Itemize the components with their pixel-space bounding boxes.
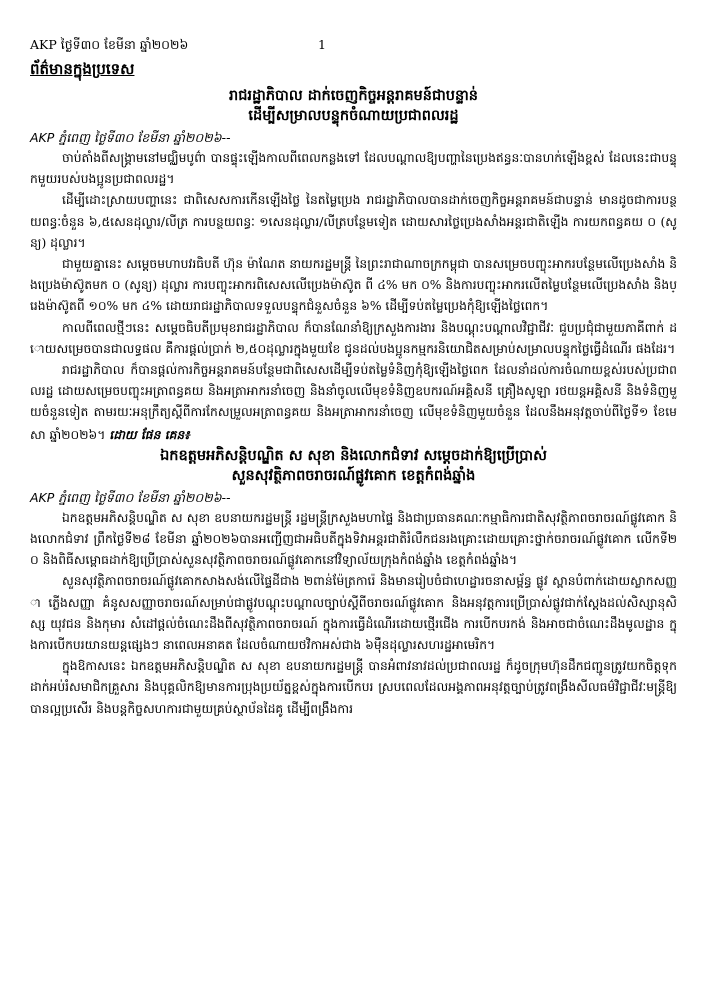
article-2-dateline: AKP ភ្នំពេញ ថ្ងៃទី៣០ ខែមីនា ឆ្នាំ២០២៦--	[30, 489, 231, 505]
article-2	[30, 446, 677, 720]
article-2-paragraph-3: ក្នុងឱកាសនេះ ឯកឧត្តមអភិសន្តិបណ្ឌិត ស សុខា ឧបនាយករដ្ឋមន្ត្រី បានអំពាវនាវដល់ប្រជាពលរដ្ឋ ក៏ដូចក្រុមហ៊ុនដឹកជញ្ជូនត្រូវយកចិត្តទុកដាក់អប់រំសមាជិកគ្រួសារ និងបុគ្គលិកឱ្យមានការប្រុងប្រយ័ត្នខ្ពស់ក្នុងការបើកបរ ស្របពេលដែលអង្គភាពអនុវត្តច្បាប់ត្រូវពង្រឹងសីលធម៌វិជ្ជាជីវៈមន្ត្រីឱ្យបានល្អប្រសើរ និងបន្តកិច្ចសហការជាមួយគ្រប់ស្ថាប័នដៃគូ ដើម្បីពង្រឹងការ	[30, 659, 677, 716]
page-number: 1	[318, 37, 326, 52]
article-1-title-line-2: ដើម្បីសម្រាលបន្ទុកចំណាយប្រជាពលរដ្ឋ	[248, 107, 459, 124]
article-2-title-line-2: សួនសុវត្ថិភាពចរាចរណ៍ផ្លូវគោក ខេត្តកំពង់ឆ្នាំង	[231, 466, 476, 484]
section-title: ព័ត៌មានក្នុងប្រទេស	[30, 60, 135, 78]
article-1-paragraph-4: កាលពីពេលថ្មីៗនេះ សម្តេចធិបតីប្រមុខរាជរដ្ឋាភិបាល ក៏បានណែនាំឱ្យក្រសួងការងារ និងបណ្តុះបណ្តាលវិជ្ជាជីវៈ ជួបប្រជុំជាមួយភាគីពាក់ ដោយសម្រេចបានជាលទ្ធផល គឺការផ្តល់ប្រាក់ ២,៥០ដុល្លារក្នុងមួយខែ ជូនដល់បងប្អូនកម្មករនិយោជិតសម្រាប់សម្រាលបន្ទុកថ្លៃធ្វើដំណើរ ផងដែរ។	[30, 320, 677, 356]
article-1-paragraph-1: ចាប់តាំងពីសង្គ្រាមនៅមជ្ឈិមបូព៌ា បានផ្ទុះឡើងកាលពីពេលកន្លងទៅ ដែលបណ្តាលឱ្យបញ្ហានៃប្រេងឥន្ធនៈបានហក់ឡើងខ្ពស់ ដែលនេះជាបន្ទុកមួយរបស់បងប្អូនប្រជាពលរដ្ឋ។	[30, 151, 677, 187]
article-2-paragraph-1: ឯកឧត្តមអភិសន្តិបណ្ឌិត ស សុខា ឧបនាយករដ្ឋមន្ត្រី រដ្ឋមន្ត្រីក្រសួងមហាផ្ទៃ និងជាប្រធានគណៈកម្មាធិការជាតិសុវត្ថិភាពចរាចរណ៍ផ្លូវគោក និងលោកជំទាវ ព្រឹកថ្ងៃទី២៨ ខែមីនា ឆ្នាំ២០២៦បានអញ្ជើញជាអធិបតីក្នុងទិវាអន្តរជាតិរំលឹកជនរងគ្រោះដោយគ្រោះថ្នាក់ចរាចរណ៍ផ្លូវគោក លើកទី២០ និងពិធីសម្ពោធដាក់ឱ្យប្រើប្រាស់សួនសុវត្ថិភាពចរាចរណ៍ផ្លូវគោកនៅវិទ្យាល័យក្រុងកំពង់ឆ្នាំង ខេត្តកំពង់ឆ្នាំង។	[30, 510, 677, 568]
article-1	[30, 86, 677, 446]
article-2-paragraph-2: សួនសុវត្ថិភាពចរាចរណ៍ផ្លូវគោកសាងសង់លើផ្ទៃដីជាង ២ពាន់ម៉ែត្រការ៉េ និងមានរៀបចំជាហេដ្ឋារចនាសម្ព័ន្ធ ផ្លូវ ស្ពានបំពាក់ដោយស្លាកសញ្ញា ភ្លើងសញ្ញា គំនូសសញ្ញាចរាចរណ៍សម្រាប់ជាផ្លូវបណ្តុះបណ្តាលច្បាប់ស្តីពីចរាចរណ៍ផ្លូវគោក និងអនុវត្តការប្រើប្រាស់ផ្លូវជាក់ស្តែងដល់សិស្សានុសិស្ស យុវជន និងកុមារ សំដៅផ្តល់ចំណេះដឹងពីសុវត្ថិភាពចរាចរណ៍ ក្នុងការធ្វើដំណើរដោយថ្មើរជើង ការបើកបរកង់ និងអាចជាចំណេះដឹងមូលដ្ឋាន ក្នុងការបើកបរយានយន្តផ្សេងៗ នាពេលអនាគត ដែលចំណាយថវិកាអស់ជាង ៦ម៉ឺនដុល្លារសហរដ្ឋអាមេរិក។	[30, 574, 677, 653]
article-1-paragraph-5	[30, 360, 677, 446]
article-1-paragraph-5-text: រាជរដ្ឋាភិបាល ក៏បានផ្តល់ការកិច្ចអន្តរាគមន៍បន្ថែមជាពិសេសដើម្បីទប់តម្លៃទំនិញកុំឱ្យឡើងថ្លៃពេក ដែលនាំដល់ការចំណាយខ្ពស់របស់ប្រជាពលរដ្ឋ ដោយសម្រេចបញ្ចុះអត្រាពន្ធគយ និងអត្រាអាករនាំចេញ និងនាំចូលលើមុខទំនិញឧបករណ៍អគ្គិសនី គ្រឿងសូឡា រថយន្តអគ្គិសនី និងទំនិញមួយចំនួនទៀត តាមរយៈអនុក្រឹត្យស្តីពីការកែសម្រួលអត្រាពន្ធគយ និងអត្រាអាករនាំចេញ លើមុខទំនិញមួយចំនួន ដែលនឹងអនុវត្តចាប់ពីថ្ងៃទី១ ខែមេសា ឆ្នាំ២០២៦។	[30, 363, 677, 442]
article-2-title-line-1: ឯកឧត្តមអភិសន្តិបណ្ឌិត ស សុខា និងលោកជំទាវ សម្តេចដាក់ឱ្យប្រើប្រាស់	[160, 446, 547, 464]
page-header	[30, 36, 677, 54]
header-date: AKP ថ្ងៃទី៣០ ខែមីនា ឆ្នាំ២០២៦	[30, 37, 189, 52]
article-1-paragraph-3: ជាមួយគ្នានេះ សម្តេចមហាបវរធិបតី ហ៊ុន ម៉ាណែត នាយករដ្ឋមន្ត្រី នៃព្រះរាជាណាចក្រកម្ពុជា បានសម្រេចបញ្ចុះអាករបន្ថែមលើប្រេងសាំង និងប្រេងម៉ាស៊ូតមក ០ (សូន្យ) ដុល្លារ ការបញ្ចុះអាករពិសេសលើប្រេងម៉ាស៊ូត ពី ៤% មក ០% និងការបញ្ចុះអាករលើតម្លៃបន្ថែមលើប្រេងសាំង និងប្រេងម៉ាស៊ូតពី ១០% មក ៤% ដោយរាជរដ្ឋាភិបាលទទួលបន្ទុកជំនួសចំនួន ៦% ដើម្បីទប់តម្លៃប្រេងកុំឱ្យឡើងថ្លៃពេក។	[30, 257, 677, 314]
article-1-byline: ដោយ ផែន គេន៖	[109, 426, 190, 442]
article-1-paragraph-2: ដើម្បីដោះស្រាយបញ្ហានេះ ជាពិសេសការកើនឡើងថ្លៃ នៃតម្លៃប្រេង រាជរដ្ឋាភិបាលបានដាក់ចេញកិច្ចអន្តរាគមន៍ជាបន្ទាន់ មានដូចជាការបន្ថយពន្ធៈចំនួន ៦,៥សេនដុល្លារ/លីត្រ ការបន្ថយពន្ធៈ ១សេនដុល្លារ/លីត្របន្ថែមទៀត ដោយសារថ្លៃប្រេងសាំងអន្តរជាតិឡើង ការយកពន្ធគយ ០ (សូន្យ) ដុល្លារ។	[30, 193, 677, 250]
article-1-title-line-1: រាជរដ្ឋាភិបាល ដាក់ចេញកិច្ចអន្តរាគមន៍ជាបន្ទាន់	[229, 87, 478, 104]
article-1-dateline: AKP ភ្នំពេញ ថ្ងៃទី៣០ ខែមីនា ឆ្នាំ២០២៦--	[30, 130, 231, 145]
